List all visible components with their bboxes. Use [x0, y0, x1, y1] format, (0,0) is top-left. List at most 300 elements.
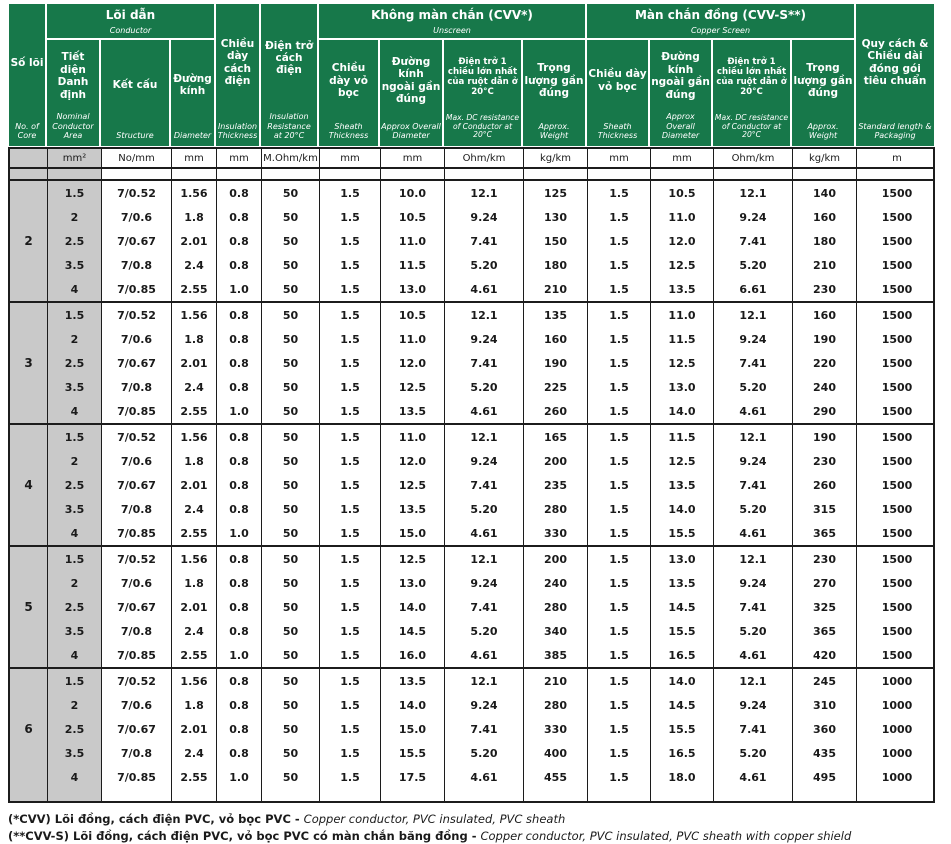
data-cell: 220 [793, 351, 857, 375]
data-cell: 2.55 [172, 399, 217, 423]
data-cell: 1.5 [588, 277, 651, 301]
data-cell: 1.5 [48, 547, 102, 571]
data-cell: 2.01 [172, 717, 217, 741]
header-label-en: Insulation Thickness [217, 121, 258, 140]
data-cell: 1.8 [172, 571, 217, 595]
data-cell: 1.5 [588, 497, 651, 521]
spacer-cell [10, 169, 48, 179]
data-cell: 0.8 [217, 303, 262, 327]
data-cell: 14.5 [651, 693, 714, 717]
data-cell: 1.5 [320, 303, 381, 327]
header-col-cvvs-overall-diameter [649, 39, 712, 147]
data-cell: 9.24 [445, 205, 524, 229]
data-cell: 10.5 [381, 303, 445, 327]
data-cell: 7/0.6 [102, 205, 172, 229]
core-count-cell: 4 [10, 425, 48, 545]
data-cell: 1000 [881, 746, 913, 760]
data-cell: 125 [524, 181, 588, 205]
data-cell: 13.5 [381, 399, 445, 423]
data-cell: 7/0.85 [102, 277, 172, 301]
data-cell: 4 [48, 765, 102, 789]
core-count-cell: 5 [10, 547, 48, 667]
data-cell: 15.5 [651, 521, 714, 545]
data-cell: 1000 [881, 698, 913, 712]
core-count-cell: 6 [10, 669, 48, 789]
header-label-vi: Số lõi [10, 56, 44, 69]
unit-cell: mm [651, 149, 714, 167]
data-cell: 13.0 [381, 571, 445, 595]
data-cell: 12.1 [714, 547, 793, 571]
data-cell: 5.20 [445, 497, 524, 521]
data-cell: 16.5 [651, 643, 714, 667]
data-cell: 2.01 [172, 473, 217, 497]
data-cell: 7.41 [714, 229, 793, 253]
spacer-cell [588, 169, 651, 179]
data-cell: 7/0.8 [102, 375, 172, 399]
data-cell: 1.5 [320, 497, 381, 521]
data-cell: 1500 [881, 648, 913, 662]
data-cell: 135 [524, 303, 588, 327]
unit-cell: Ohm/km [445, 149, 524, 167]
data-cell: 435 [793, 741, 857, 765]
unit-cell: mm [172, 149, 217, 167]
header-group-label-vi: Không màn chắn (CVV*) [371, 7, 533, 22]
unit-cell: mm [320, 149, 381, 167]
data-cell: 7.41 [445, 473, 524, 497]
data-cell: 340 [524, 619, 588, 643]
data-cell: 10.5 [651, 181, 714, 205]
data-cell: 2.55 [172, 277, 217, 301]
footnotes [8, 811, 943, 844]
data-cell: 1.5 [320, 473, 381, 497]
data-cell: 1.0 [217, 765, 262, 789]
data-cell: 0.8 [217, 229, 262, 253]
header-label-en: Max. DC resistance of Conductor at 20°C [714, 112, 789, 140]
data-cell: 1500 [881, 258, 913, 272]
data-cell: 1.5 [320, 595, 381, 619]
data-cell: 365 [793, 619, 857, 643]
header-col-diameter [170, 39, 215, 147]
spacer-cell [793, 169, 857, 179]
spacer-cell [217, 789, 262, 801]
spacer-cell [48, 169, 102, 179]
data-cell: 50 [262, 399, 320, 423]
data-cell: 5.20 [445, 619, 524, 643]
data-cell: 1.5 [588, 619, 651, 643]
header-col-insulation-resistance [260, 3, 318, 147]
spacer-cell [172, 789, 217, 801]
core-group-3 [10, 301, 933, 423]
data-cell: 1.5 [320, 765, 381, 789]
data-cell: 4.61 [714, 399, 793, 423]
header-label-en: Max. DC resistance of Conductor at 20°C [445, 112, 520, 140]
data-cell: 4 [48, 277, 102, 301]
data-cell: 14.0 [651, 399, 714, 423]
data-cell: 1500 [881, 576, 913, 590]
unit-cell: kg/km [524, 149, 588, 167]
data-cell: 1.5 [588, 181, 651, 205]
data-cell: 1500 [881, 404, 913, 418]
data-cell: 0.8 [217, 741, 262, 765]
header-label-en: Approx. Weight [807, 121, 839, 140]
data-cell: 1.0 [217, 643, 262, 667]
data-cell: 180 [793, 229, 857, 253]
data-cell: 50 [262, 497, 320, 521]
data-cell: 12.5 [381, 375, 445, 399]
data-cell: 1.0 [217, 277, 262, 301]
header-label-vi: Điện trở cách điện [264, 39, 314, 77]
header-col-cvvs-weight [791, 39, 855, 147]
data-cell: 7/0.8 [102, 253, 172, 277]
spacer-cell [857, 789, 937, 801]
data-cell: 7.41 [714, 717, 793, 741]
data-cell: 1.5 [588, 205, 651, 229]
data-cell: 7/0.52 [102, 547, 172, 571]
spacer-cell [320, 789, 381, 801]
unit-cell: mm² [48, 149, 102, 167]
data-cell: 12.5 [651, 351, 714, 375]
data-cell: 12.0 [651, 229, 714, 253]
data-cell: 1.56 [172, 669, 217, 693]
data-cell: 0.8 [217, 327, 262, 351]
table-body [8, 147, 935, 803]
data-cell: 11.0 [381, 229, 445, 253]
data-cell: 50 [262, 375, 320, 399]
data-cell: 1500 [881, 308, 913, 322]
data-cell: 7.41 [445, 595, 524, 619]
data-cell: 50 [262, 229, 320, 253]
data-cell: 325 [793, 595, 857, 619]
data-cell: 7/0.67 [102, 229, 172, 253]
data-cell: 5.20 [445, 375, 524, 399]
data-cell: 14.5 [381, 619, 445, 643]
data-cell: 15.0 [381, 521, 445, 545]
data-cell: 4 [48, 521, 102, 545]
data-cell: 5.20 [714, 375, 793, 399]
data-cell: 7/0.6 [102, 693, 172, 717]
header-col-area [46, 39, 100, 147]
data-cell: 1.5 [588, 741, 651, 765]
unit-cell [10, 149, 48, 167]
data-cell: 12.1 [445, 669, 524, 693]
header-col-cvv-dc-resistance [443, 39, 522, 147]
data-cell: 13.5 [381, 669, 445, 693]
data-cell: 1500 [881, 600, 913, 614]
spacer-cell [381, 169, 445, 179]
spacer-cell [651, 789, 714, 801]
footnote-cvvs [8, 828, 943, 844]
data-cell: 1.5 [588, 375, 651, 399]
data-cell: 180 [524, 253, 588, 277]
data-cell: 14.5 [651, 595, 714, 619]
data-cell: 260 [793, 473, 857, 497]
core-group-6 [10, 667, 933, 789]
data-cell: 12.1 [714, 303, 793, 327]
data-cell: 2 [48, 205, 102, 229]
data-cell: 50 [262, 741, 320, 765]
data-cell: 12.0 [381, 449, 445, 473]
data-cell: 0.8 [217, 205, 262, 229]
data-cell: 13.5 [651, 277, 714, 301]
header-label-vi: Đường kính ngoài gần đúng [381, 56, 441, 106]
header-col-cvv-weight [522, 39, 586, 147]
header-label-vi: Kết cấu [112, 79, 158, 92]
data-cell: 1.5 [320, 277, 381, 301]
data-cell: 7/0.6 [102, 571, 172, 595]
data-cell: 1.0 [217, 399, 262, 423]
data-cell: 1.5 [320, 693, 381, 717]
header-label-en: Structure [116, 130, 154, 140]
data-cell: 0.8 [217, 351, 262, 375]
data-cell: 12.1 [714, 181, 793, 205]
header-label-en: Approx Overall Diameter [381, 121, 441, 140]
data-cell: 245 [793, 669, 857, 693]
table-header [8, 3, 935, 147]
data-cell: 1.5 [48, 669, 102, 693]
data-cell: 1.8 [172, 693, 217, 717]
data-cell: 4.61 [445, 765, 524, 789]
data-cell: 11.0 [651, 303, 714, 327]
data-cell: 210 [793, 253, 857, 277]
data-cell: 1.5 [320, 399, 381, 423]
data-cell: 15.5 [381, 741, 445, 765]
bottom-spacer-row [10, 789, 933, 801]
spacer-cell [48, 789, 102, 801]
data-cell: 2.5 [48, 595, 102, 619]
footnote-cvv-vi: (*CVV) Lõi đồng, cách điện PVC, vỏ bọc PVC - [8, 812, 304, 826]
data-cell: 1.5 [588, 449, 651, 473]
data-cell: 0.8 [217, 425, 262, 449]
data-cell: 165 [524, 425, 588, 449]
header-col-cvvs-dc-resistance [712, 39, 791, 147]
data-cell: 9.24 [714, 449, 793, 473]
data-cell: 385 [524, 643, 588, 667]
unit-cell: mm [381, 149, 445, 167]
data-cell: 9.24 [445, 449, 524, 473]
header-col-cvv-sheath [318, 39, 379, 147]
data-cell: 7/0.85 [102, 521, 172, 545]
data-cell: 5.20 [445, 253, 524, 277]
data-cell: 190 [793, 425, 857, 449]
data-cell: 4.61 [714, 521, 793, 545]
data-cell: 1500 [881, 356, 913, 370]
spacer-cell [320, 169, 381, 179]
data-cell: 315 [793, 497, 857, 521]
data-cell: 50 [262, 327, 320, 351]
data-cell: 1.5 [588, 643, 651, 667]
data-cell: 14.0 [651, 669, 714, 693]
data-cell: 5.20 [714, 497, 793, 521]
data-cell: 1.5 [48, 303, 102, 327]
data-cell: 200 [524, 449, 588, 473]
data-cell: 2.01 [172, 351, 217, 375]
data-cell: 1.5 [320, 327, 381, 351]
data-cell: 12.5 [381, 547, 445, 571]
data-cell: 14.0 [381, 595, 445, 619]
data-cell: 235 [524, 473, 588, 497]
spacer-cell [381, 789, 445, 801]
data-cell: 7/0.67 [102, 351, 172, 375]
data-cell: 11.0 [381, 425, 445, 449]
data-cell: 1.5 [588, 399, 651, 423]
data-cell: 11.5 [651, 425, 714, 449]
spacer-cell [102, 169, 172, 179]
data-cell: 1.5 [588, 521, 651, 545]
data-cell: 1.5 [588, 473, 651, 497]
unit-cell: Ohm/km [714, 149, 793, 167]
data-cell: 2.01 [172, 229, 217, 253]
data-cell: 2.4 [172, 253, 217, 277]
data-cell: 2.5 [48, 229, 102, 253]
data-cell: 7/0.67 [102, 717, 172, 741]
data-cell: 12.1 [714, 425, 793, 449]
data-cell: 1.5 [320, 717, 381, 741]
data-cell: 1500 [881, 502, 913, 516]
data-cell: 15.5 [651, 717, 714, 741]
data-cell: 2.5 [48, 351, 102, 375]
data-cell: 1.5 [588, 229, 651, 253]
data-cell: 1000 [881, 674, 913, 688]
header-label-en: Approx. Weight [538, 121, 570, 140]
header-label-vi: Trọng lượng gần đúng [524, 62, 584, 99]
unit-cell: M.Ohm/km [262, 149, 320, 167]
data-cell: 230 [793, 277, 857, 301]
data-cell: 7/0.6 [102, 327, 172, 351]
data-cell: 1500 [881, 210, 913, 224]
data-cell: 0.8 [217, 449, 262, 473]
data-cell: 2.4 [172, 741, 217, 765]
spacer-cell [262, 789, 320, 801]
data-cell: 50 [262, 277, 320, 301]
data-cell: 18.0 [651, 765, 714, 789]
data-cell: 0.8 [217, 181, 262, 205]
data-cell: 225 [524, 375, 588, 399]
data-cell: 7/0.85 [102, 765, 172, 789]
data-cell: 5.20 [714, 253, 793, 277]
header-label-en: Approx Overall Diameter [661, 112, 700, 140]
data-cell: 1.5 [588, 717, 651, 741]
data-cell: 12.1 [445, 303, 524, 327]
data-cell: 7/0.85 [102, 399, 172, 423]
header-label-en: Nominal Conductor Area [52, 112, 94, 140]
data-cell: 270 [793, 571, 857, 595]
header-group-conductor [46, 3, 215, 39]
data-cell: 9.24 [445, 571, 524, 595]
data-cell: 13.0 [651, 375, 714, 399]
data-cell: 12.5 [381, 473, 445, 497]
data-cell: 1500 [881, 380, 913, 394]
data-cell: 1.5 [588, 253, 651, 277]
data-cell: 50 [262, 669, 320, 693]
data-cell: 290 [793, 399, 857, 423]
spacer-cell [10, 789, 48, 801]
data-cell: 2.5 [48, 717, 102, 741]
spacer-cell [714, 789, 793, 801]
data-cell: 2.55 [172, 765, 217, 789]
data-cell: 0.8 [217, 571, 262, 595]
data-cell: 2.4 [172, 497, 217, 521]
data-cell: 6.61 [714, 277, 793, 301]
data-cell: 1.5 [320, 253, 381, 277]
data-cell: 12.1 [445, 425, 524, 449]
data-cell: 1500 [881, 552, 913, 566]
header-group-cvv [318, 3, 586, 39]
data-cell: 140 [793, 181, 857, 205]
data-cell: 310 [793, 693, 857, 717]
data-cell: 7/0.8 [102, 619, 172, 643]
header-group-label-vi: Màn chắn đồng (CVV-S**) [634, 7, 807, 22]
data-cell: 11.0 [381, 327, 445, 351]
data-cell: 5.20 [445, 741, 524, 765]
data-cell: 11.0 [651, 205, 714, 229]
data-cell: 160 [793, 303, 857, 327]
data-cell: 1000 [881, 722, 913, 736]
header-group-label-vi: Lõi dẫn [105, 7, 156, 22]
data-cell: 12.5 [651, 449, 714, 473]
data-cell: 190 [524, 351, 588, 375]
header-group-label-en: Unscreen [433, 25, 471, 35]
data-cell: 1.5 [588, 351, 651, 375]
data-cell: 1.5 [588, 547, 651, 571]
data-cell: 1.5 [320, 375, 381, 399]
data-cell: 4.61 [445, 277, 524, 301]
data-cell: 260 [524, 399, 588, 423]
footnote-cvv-en: Copper conductor, PVC insulated, PVC sheath [303, 812, 566, 826]
data-cell: 1000 [881, 770, 913, 784]
spacer-cell [524, 789, 588, 801]
footnote-cvvs-vi: (**CVV-S) Lõi đồng, cách điện PVC, vỏ bọc PVC có màn chắn băng đồng - [8, 828, 481, 843]
data-cell: 230 [793, 547, 857, 571]
spacer-cell [445, 789, 524, 801]
data-cell: 50 [262, 303, 320, 327]
data-cell: 420 [793, 643, 857, 667]
data-cell: 14.0 [381, 693, 445, 717]
data-cell: 50 [262, 425, 320, 449]
core-group-4 [10, 423, 933, 545]
footnote-cvv [8, 811, 943, 828]
data-cell: 1500 [881, 282, 913, 296]
data-cell: 1500 [881, 234, 913, 248]
data-cell: 9.24 [714, 693, 793, 717]
data-cell: 50 [262, 253, 320, 277]
core-group-5 [10, 545, 933, 667]
data-cell: 1500 [881, 478, 913, 492]
data-cell: 1.5 [320, 449, 381, 473]
header-col-insulation-thickness [215, 3, 260, 147]
data-cell: 9.24 [445, 327, 524, 351]
data-cell: 1.5 [588, 595, 651, 619]
data-cell: 0.8 [217, 497, 262, 521]
spacer-cell [857, 169, 937, 179]
data-cell: 1.56 [172, 181, 217, 205]
unit-cell: mm [217, 149, 262, 167]
data-cell: 16.0 [381, 643, 445, 667]
data-cell: 7/0.52 [102, 303, 172, 327]
data-cell: 50 [262, 643, 320, 667]
data-cell: 12.1 [445, 547, 524, 571]
data-cell: 7/0.52 [102, 181, 172, 205]
data-cell: 4.61 [445, 643, 524, 667]
data-cell: 150 [524, 229, 588, 253]
data-cell: 1500 [881, 624, 913, 638]
data-cell: 240 [793, 375, 857, 399]
data-cell: 4.61 [714, 765, 793, 789]
data-cell: 280 [524, 595, 588, 619]
header-label-en: Diameter [173, 130, 212, 140]
data-cell: 12.5 [651, 253, 714, 277]
data-cell: 0.8 [217, 547, 262, 571]
header-label-en: No. of Core [15, 121, 39, 140]
